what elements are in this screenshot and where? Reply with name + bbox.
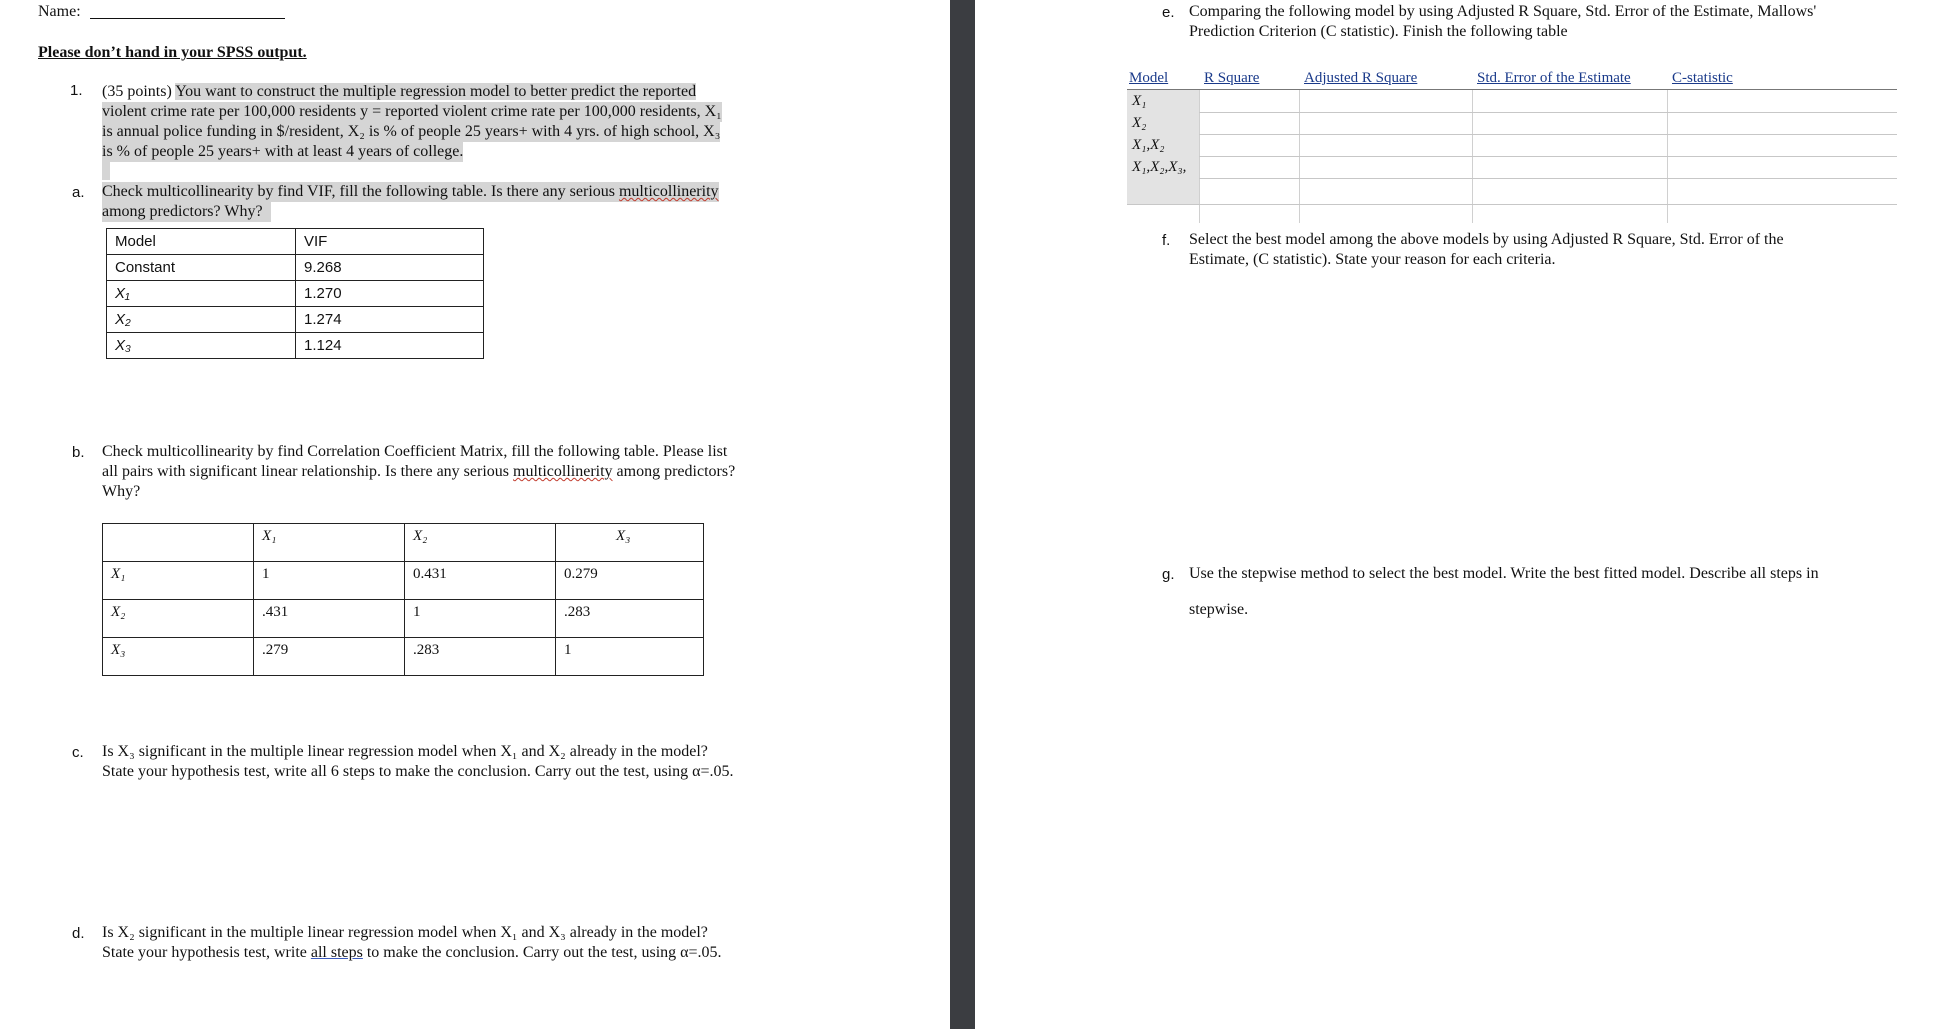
corr-cell: .283 xyxy=(405,638,556,676)
part-g-line-2: stepwise. xyxy=(1189,601,1249,618)
q1-line-1 xyxy=(102,82,696,102)
part-b-line-1: Check multicollinearity by find Correlation Coefficient Matrix, fill the following table. Please list xyxy=(102,443,728,460)
corr-table-row xyxy=(103,600,704,638)
part-d-text-end: to make the conclusion. Carry out the test, using α=.05. xyxy=(362,944,722,961)
part-c-line-1: Is X₃ significant in the multiple linear regression model when X₁ and X₂ already in the model? xyxy=(102,743,708,760)
corr-table-row xyxy=(103,524,704,562)
cmp-row xyxy=(1127,112,1897,135)
corr-cell xyxy=(103,524,254,562)
vif-cell: Constant xyxy=(107,255,296,281)
q1-line-4: is % of people 25 years+ with at least 4 years of college. xyxy=(102,143,464,160)
part-b-marker: b. xyxy=(72,444,85,461)
vif-table-row xyxy=(107,333,484,359)
corr-cell: X₁ xyxy=(254,524,405,562)
corr-cell: .431 xyxy=(254,600,405,638)
part-b-text-end: among predictors? xyxy=(612,463,736,480)
part-g-line-1: Use the stepwise method to select the best model. Write the best fitted model. Describe all steps in xyxy=(1189,565,1819,582)
q1-points: (35 points) xyxy=(102,83,172,100)
corr-cell: X₁ xyxy=(103,562,254,600)
vif-cell: 1.270 xyxy=(296,281,484,307)
cmp-header-r-square: R Square xyxy=(1204,70,1260,86)
part-d-line-2 xyxy=(102,943,722,963)
corr-table-row xyxy=(103,638,704,676)
notice-heading: Please don’t hand in your SPSS output. xyxy=(38,44,307,61)
corr-cell: .279 xyxy=(254,638,405,676)
cmp-header-c-statistic: C-statistic xyxy=(1672,70,1733,86)
corr-cell: .283 xyxy=(556,600,704,638)
cmp-row xyxy=(1127,134,1897,157)
vif-cell: X₁ xyxy=(107,281,296,307)
q1-line-3: is annual police funding in $/resident, X₂ is % of people 25 years+ with 4 yrs. of high school, X₃ xyxy=(102,123,721,140)
part-d-marker: d. xyxy=(72,925,85,942)
vif-cell: VIF xyxy=(296,229,484,255)
part-c-line-2: State your hypothesis test, write all 6 steps to make the conclusion. Carry out the test, using α=.05. xyxy=(102,763,734,780)
cmp-row-model xyxy=(1127,178,1199,204)
right-document-page xyxy=(975,0,1954,1029)
spellcheck-word: multicollinerity xyxy=(513,463,613,480)
corr-cell: X₂ xyxy=(405,524,556,562)
part-g-marker: g. xyxy=(1162,566,1175,583)
part-d-text: State your hypothesis test, write xyxy=(102,944,311,961)
correlation-table xyxy=(102,523,704,676)
part-b-line-2 xyxy=(102,462,735,482)
q1-intro: You want to construct the multiple regression model to better predict the reported xyxy=(175,83,697,100)
part-e-marker: e. xyxy=(1162,4,1175,21)
part-f-line-2: Estimate, (C statistic). State your reason for each criteria. xyxy=(1189,251,1556,268)
vif-table-row xyxy=(107,255,484,281)
cmp-row-model: X₁ xyxy=(1127,90,1199,112)
cmp-row-model: X₁,X₂ xyxy=(1127,134,1199,156)
cmp-header-adjusted-r-square: Adjusted R Square xyxy=(1304,70,1418,86)
corr-cell: X₃ xyxy=(103,638,254,676)
vif-cell: X₃ xyxy=(107,333,296,359)
part-a-marker: a. xyxy=(72,184,85,201)
q1-highlight-tail xyxy=(102,162,110,180)
part-a-line-1 xyxy=(102,182,719,202)
q1-line-2: violent crime rate per 100,000 residents y = reported violent crime rate per 100,000 residents, X₁ xyxy=(102,103,722,120)
vif-cell: 9.268 xyxy=(296,255,484,281)
part-a-line-2: among predictors? Why? xyxy=(102,202,271,222)
corr-cell: 1 xyxy=(556,638,704,676)
corr-cell: 1 xyxy=(254,562,405,600)
part-e-line-1: Comparing the following model by using Adjusted R Square, Std. Error of the Estimate, Mallows' xyxy=(1189,3,1817,20)
corr-cell: X₂ xyxy=(103,600,254,638)
vif-table xyxy=(106,228,484,359)
corr-cell: 0.279 xyxy=(556,562,704,600)
part-b-text: all pairs with significant linear relationship. Is there any serious xyxy=(102,463,513,480)
vif-table-row xyxy=(107,281,484,307)
cmp-row xyxy=(1127,178,1897,205)
q1-number: 1. xyxy=(70,82,83,99)
vif-cell: 1.274 xyxy=(296,307,484,333)
corr-table-row xyxy=(103,562,704,600)
name-blank-line xyxy=(90,18,285,19)
cmp-row-model: X₂ xyxy=(1127,112,1199,134)
vif-cell: 1.124 xyxy=(296,333,484,359)
corr-cell: 1 xyxy=(405,600,556,638)
cmp-row xyxy=(1127,90,1897,113)
corr-cell: 0.431 xyxy=(405,562,556,600)
cmp-header-model: Model xyxy=(1129,70,1169,86)
part-a-text: Check multicollinearity by find VIF, fill the following table. Is there any serious xyxy=(102,183,619,200)
model-comparison-table xyxy=(1127,70,1897,210)
cmp-row-model: X₁,X₂,X₃, xyxy=(1127,156,1199,178)
cmp-header-std-error: Std. Error of the Estimate xyxy=(1477,70,1631,86)
part-f-marker: f. xyxy=(1162,232,1171,249)
cmp-row xyxy=(1127,156,1897,179)
left-document-page xyxy=(0,0,950,1029)
part-c-marker: c. xyxy=(72,744,84,761)
vif-cell: Model xyxy=(107,229,296,255)
corr-cell: X₃ xyxy=(556,524,704,562)
name-label: Name: xyxy=(38,3,81,20)
part-f-line-1: Select the best model among the above models by using Adjusted R Square, Std. Error of the xyxy=(1189,231,1784,248)
page-gutter xyxy=(950,0,975,1029)
part-b-line-3: Why? xyxy=(102,483,141,500)
part-e-line-2: Prediction Criterion (C statistic). Finish the following table xyxy=(1189,23,1568,40)
spellcheck-word: multicollinerity xyxy=(618,183,719,200)
vif-table-row xyxy=(107,229,484,255)
vif-cell: X₂ xyxy=(107,307,296,333)
part-d-line-1: Is X₂ significant in the multiple linear regression model when X₁ and X₃ already in the model? xyxy=(102,924,708,941)
vif-table-row xyxy=(107,307,484,333)
grammar-flag-word: all steps xyxy=(310,944,363,961)
